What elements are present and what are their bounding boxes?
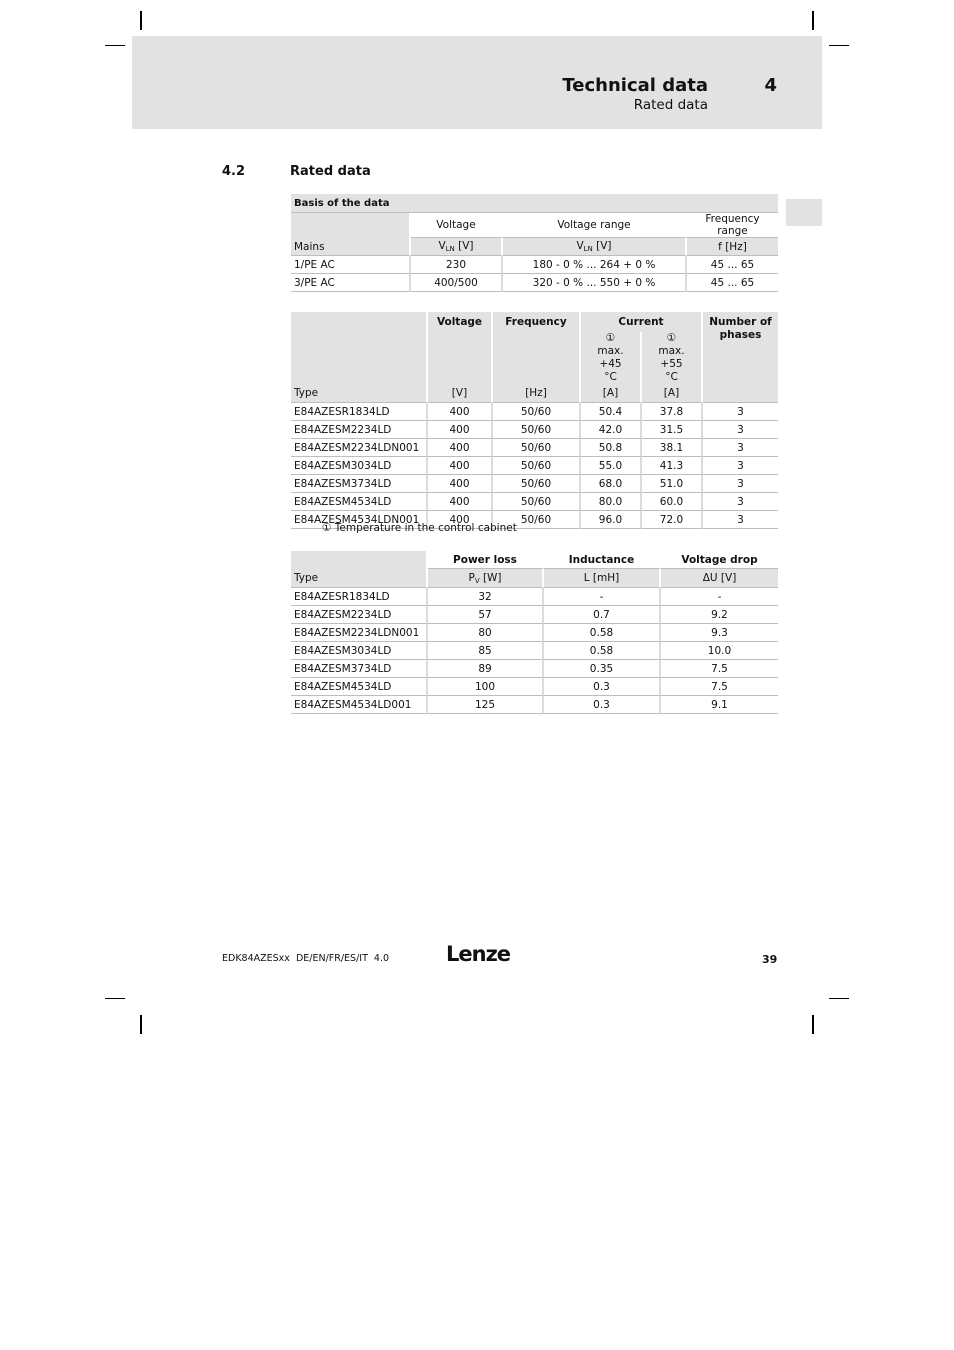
basis-table xyxy=(291,194,778,292)
basis-caption: Basis of the data xyxy=(291,194,778,213)
type-label: Type xyxy=(291,384,428,403)
loss-table xyxy=(291,551,778,714)
table-row: E84AZESM2234LD 400 50/60 42.0 31.5 3 xyxy=(291,421,778,439)
unit-drop: ΔU [V] xyxy=(661,569,778,588)
unit-amp-45: [A] xyxy=(581,384,642,403)
chapter-title: Technical data xyxy=(562,75,708,96)
unit-amp-55: [A] xyxy=(642,384,703,403)
unit-volt: [V] xyxy=(428,384,493,403)
crop-mark xyxy=(105,998,125,999)
col-inductance: Inductance xyxy=(544,551,661,569)
type-corner xyxy=(291,551,428,569)
table-row: E84AZESM3034LD 400 50/60 55.0 41.3 3 xyxy=(291,457,778,475)
footnote: ① Temperature in the control cabinet xyxy=(322,522,517,534)
table-row: E84AZESM4534LDN001 400 50/60 96.0 72.0 3 xyxy=(291,511,778,529)
table-row: E84AZESM2234LDN001 80 0.58 9.3 xyxy=(291,624,778,642)
table-row: E84AZESM3734LD 89 0.35 7.5 xyxy=(291,660,778,678)
type-label: Type xyxy=(291,569,428,588)
unit-voltage-range: $V_{LN}$ [V] xyxy=(503,238,687,256)
crop-mark xyxy=(829,45,849,46)
col-voltage-drop: Voltage drop xyxy=(661,551,778,569)
col-frequency-range: Frequency range xyxy=(687,213,778,238)
unit-frequency: f [Hz] xyxy=(687,238,778,256)
table-row: E84AZESM3034LD 85 0.58 10.0 xyxy=(291,642,778,660)
table-row: E84AZESM2234LD 57 0.7 9.2 xyxy=(291,606,778,624)
col-current-45: ① max. +45 °C xyxy=(581,332,642,384)
unit-power: $P_V$ [W] xyxy=(428,569,544,588)
lenze-logo: Lenze xyxy=(446,942,511,966)
unit-voltage: $V_{LN}$ [V] xyxy=(411,238,503,256)
table-row: E84AZESR1834LD 32 - - xyxy=(291,588,778,606)
col-power-loss: Power loss xyxy=(428,551,544,569)
table-row: E84AZESM4534LD 100 0.3 7.5 xyxy=(291,678,778,696)
crop-mark xyxy=(829,998,849,999)
table-row: 1/PE AC 230 180 - 0 % ... 264 + 0 % 45 ... 65 xyxy=(291,256,778,274)
crop-mark xyxy=(140,11,142,30)
table-row: E84AZESM4534LD001 125 0.3 9.1 xyxy=(291,696,778,714)
crop-mark xyxy=(812,1015,814,1034)
side-tab-marker xyxy=(786,199,822,226)
chapter-number: 4 xyxy=(764,75,777,96)
document-id: EDK84AZESxx DE/EN/FR/ES/IT 4.0 xyxy=(222,953,390,964)
table-row: E84AZESR1834LD 400 50/60 50.4 37.8 3 xyxy=(291,403,778,421)
col-voltage: Voltage xyxy=(411,213,503,238)
crop-mark xyxy=(105,45,125,46)
col-voltage-range: Voltage range xyxy=(503,213,687,238)
unit-inductance: L [mH] xyxy=(544,569,661,588)
section-title: Rated data xyxy=(290,164,371,179)
unit-hz: [Hz] xyxy=(493,384,581,403)
crop-mark xyxy=(140,1015,142,1034)
mains-label: Mains xyxy=(291,238,411,256)
page-number: 39 xyxy=(762,953,778,966)
table-row: 3/PE AC 400/500 320 - 0 % ... 550 + 0 % 45 ... 65 xyxy=(291,274,778,292)
table-row: E84AZESM2234LDN001 400 50/60 50.8 38.1 3 xyxy=(291,439,778,457)
col-current-55: ① max. +55 °C xyxy=(642,332,703,384)
unit-phases xyxy=(703,384,778,403)
basis-corner xyxy=(291,213,411,238)
col-phases: Number of phases xyxy=(703,312,778,384)
header-band xyxy=(132,36,822,129)
current-table xyxy=(291,312,778,529)
col-current: Current xyxy=(581,312,703,332)
chapter-subtitle: Rated data xyxy=(633,97,708,113)
crop-mark xyxy=(812,11,814,30)
table-row: E84AZESM4534LD 400 50/60 80.0 60.0 3 xyxy=(291,493,778,511)
type-corner xyxy=(291,312,428,384)
section-number: 4.2 xyxy=(222,164,246,179)
col-voltage: Voltage xyxy=(428,312,493,384)
table-row: E84AZESM3734LD 400 50/60 68.0 51.0 3 xyxy=(291,475,778,493)
col-frequency: Frequency xyxy=(493,312,581,384)
